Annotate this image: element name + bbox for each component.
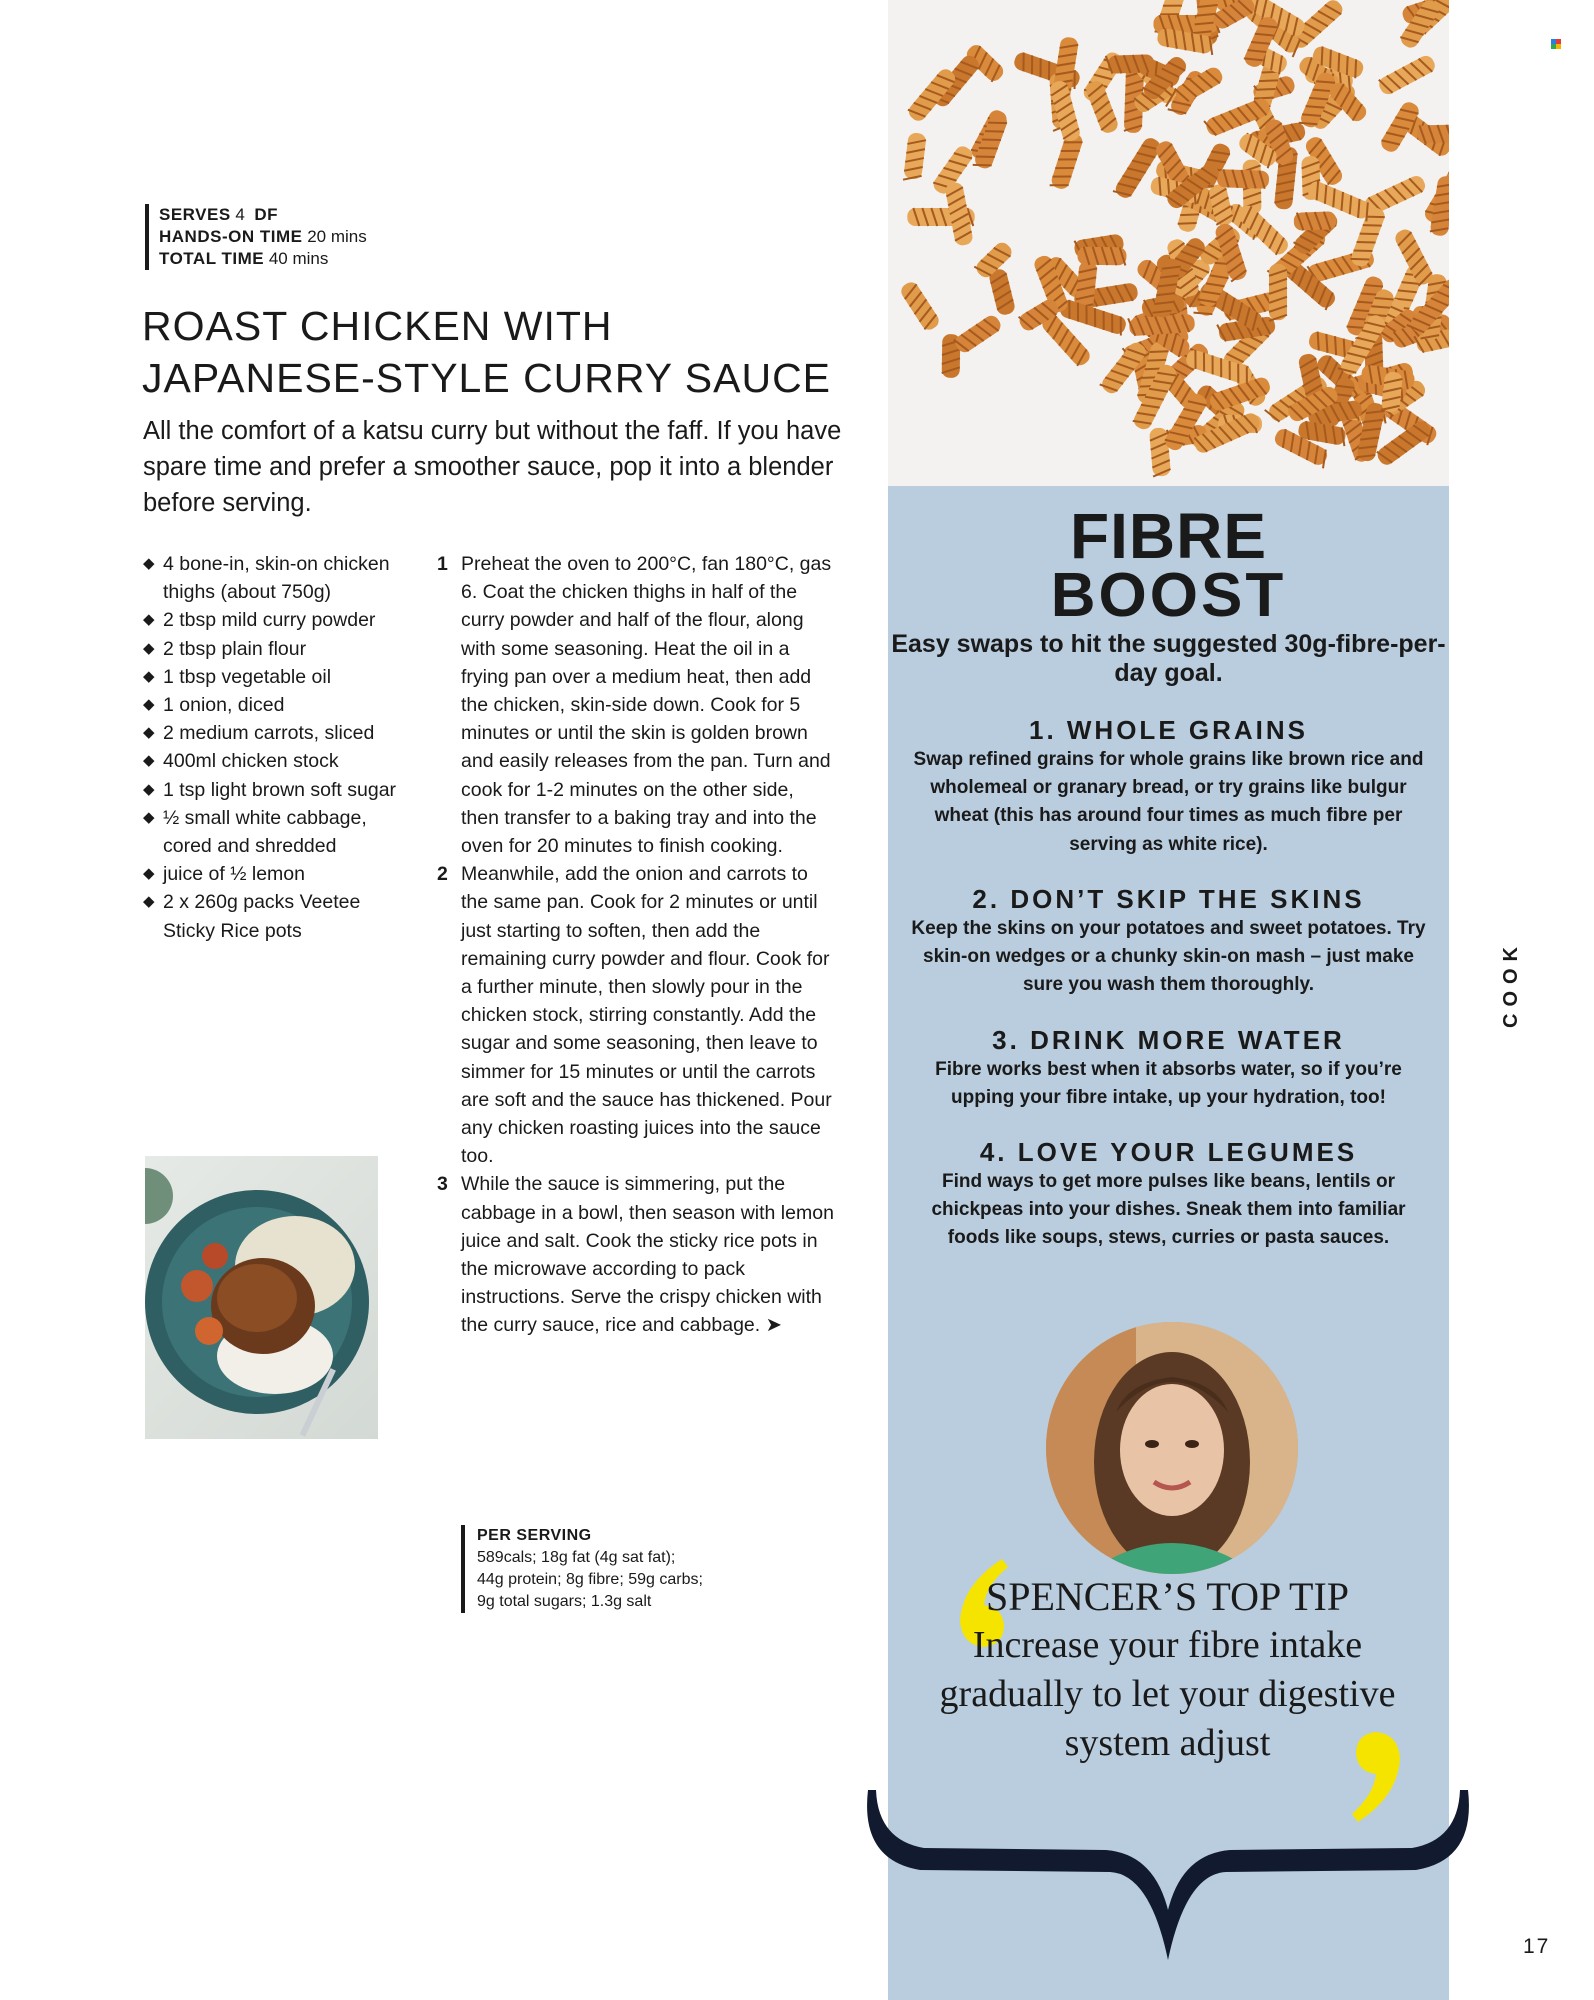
step-text: Preheat the oven to 200°C, fan 180°C, gas 6. Coat the chicken thighs in half of the curry powder and half of the flour, along with some seasoning. Heat the oil in a frying pan over a medium heat, then add the chicken, skin-side down. Cook for 5 minutes or until the skin is golden brown and easily releases from the pan. Turn and cook for 1-2 minutes on the other side, then transfer to a baking tray and into the oven for 20 minutes to finish cooking. xyxy=(461,553,832,858)
tip-heading: 3. DRINK MORE WATER xyxy=(992,1025,1345,1055)
pasta-piece xyxy=(1077,247,1126,266)
pasta-piece xyxy=(1084,79,1120,135)
tip-heading: 2. DON’T SKIP THE SKINS xyxy=(972,884,1365,914)
ingredient-item: ◆ 2 medium carrots, sliced xyxy=(143,719,413,747)
nutrition-info: PER SERVING 589cals; 18g fat (4g sat fat); 44g protein; 8g fibre; 59g carbs; 9g total sugars; 1.3g salt xyxy=(461,1525,703,1613)
top-tip-quote xyxy=(905,1572,1430,1768)
ingredient-item: ◆ 2 tbsp mild curry powder xyxy=(143,606,413,634)
method-step xyxy=(437,1170,837,1339)
ingredient-item: ◆ juice of ½ lemon xyxy=(143,860,413,888)
next-arrow-icon: ➤ xyxy=(765,1314,782,1337)
section-label: COOK xyxy=(1500,940,1522,1028)
ingredient-item: ◆ ½ small white cabbage, cored and shredded xyxy=(143,804,413,860)
pasta-piece xyxy=(1294,211,1337,230)
logo-icon xyxy=(1551,39,1561,49)
method-step xyxy=(437,860,837,1170)
handson-row: HANDS-ON TIME 20 mins xyxy=(159,227,367,246)
pasta-piece xyxy=(1269,264,1287,321)
step-number: 2 xyxy=(437,863,448,886)
step-number: 3 xyxy=(437,1173,448,1196)
step-number: 1 xyxy=(437,553,448,575)
page-number: 17 xyxy=(1523,1935,1551,1958)
tip-body: Keep the skins on your potatoes and sweet potatoes. Try skin-on wedges or a chunky skin-on mash – just make sure you wash them thoroughly. xyxy=(911,918,1426,996)
ingredient-item: ◆ 1 tsp light brown soft sugar xyxy=(143,776,413,804)
step-text: Meanwhile, add the onion and carrots to the same pan. Cook for 2 minutes or until just starting to soften, then add the remaining curry powder and flour. Cook for a further minute, then slowly pour in the chicken stock, stirring constantly. Add the sugar and some seasoning, then leave to simmer for 15 minutes or until the carrots are soft and the sauce has thickened. Pour any chicken roasting juices into the sauce too. xyxy=(461,863,832,1168)
pasta-photo xyxy=(888,0,1449,486)
pasta-piece xyxy=(898,279,941,332)
ingredients-list xyxy=(143,550,413,945)
tip-body: Find ways to get more pulses like beans, lentils or chickpeas into your dishes. Sneak them into familiar foods like soups, stews, curries or pasta sauces. xyxy=(931,1171,1406,1249)
recipe-intro: All the comfort of a katsu curry but without the faff. If you have spare time and prefer a smoother sauce, pop it into a blender before serving. xyxy=(143,417,842,517)
method-steps xyxy=(437,550,837,1340)
tip-body: Fibre works best when it absorbs water, so if you’re upping your fibre intake, up your hydration, too! xyxy=(935,1059,1402,1109)
recipe-title: ROAST CHICKEN WITH JAPANESE-STYLE CURRY SAUCE xyxy=(142,303,832,401)
tip-heading: 4. LOVE YOUR LEGUMES xyxy=(979,1137,1358,1167)
tip-heading: 1. WHOLE GRAINS xyxy=(1028,715,1308,745)
pasta-piece xyxy=(1217,169,1270,189)
ingredient-item: ◆ 2 x 260g packs Veetee Sticky Rice pots xyxy=(143,888,413,944)
brace-decoration xyxy=(860,1790,1475,1975)
pasta-piece xyxy=(1376,53,1437,97)
total-row: TOTAL TIME 40 mins xyxy=(159,249,329,268)
dish-illustration xyxy=(145,1156,378,1439)
pasta-piece xyxy=(988,268,1017,317)
pasta-piece xyxy=(952,313,1003,356)
step-text: While the sauce is simmering, put the cabbage in a bowl, then season with lemon juice and salt. Cook the sticky rice pots in the microwave according to pack instructions. Serve the crispy chicken with the curry sauce, rice and cabbage. xyxy=(461,1173,834,1337)
ingredient-item: ◆ 400ml chicken stock xyxy=(143,747,413,775)
panel-title: FIBRE BOOST xyxy=(1050,500,1287,630)
tip-body: Swap refined grains for whole grains like brown rice and wholemeal or granary bread, or try grains like bulgur wheat (this has around four times as much fibre per serving as white rice). xyxy=(913,749,1424,855)
quote-body: Increase your fibre intake gradually to let your digestive system adjust xyxy=(939,1624,1396,1764)
quote-heading: SPENCER’S TOP TIP xyxy=(985,1574,1350,1619)
ingredient-item: ◆ 2 tbsp plain flour xyxy=(143,635,413,663)
recipe-meta xyxy=(145,204,367,270)
serves-row: SERVES 4 DF xyxy=(159,205,278,224)
pasta-piece xyxy=(903,132,927,182)
pasta-piece xyxy=(1106,54,1155,74)
avatar xyxy=(1046,1322,1298,1574)
dish-photo xyxy=(145,1156,378,1439)
method-step xyxy=(437,550,837,860)
ingredient-item: ◆ 1 onion, diced xyxy=(143,691,413,719)
avatar-illustration xyxy=(1046,1322,1298,1574)
pasta-piece xyxy=(1417,125,1449,144)
pasta-illustration xyxy=(888,0,1449,486)
ingredient-item: ◆ 1 tbsp vegetable oil xyxy=(143,663,413,691)
panel-subtitle: Easy swaps to hit the suggested 30g-fibre-per-day goal. xyxy=(891,630,1446,687)
ingredient-item: ◆ 4 bone-in, skin-on chicken thighs (about 750g) xyxy=(143,550,413,606)
